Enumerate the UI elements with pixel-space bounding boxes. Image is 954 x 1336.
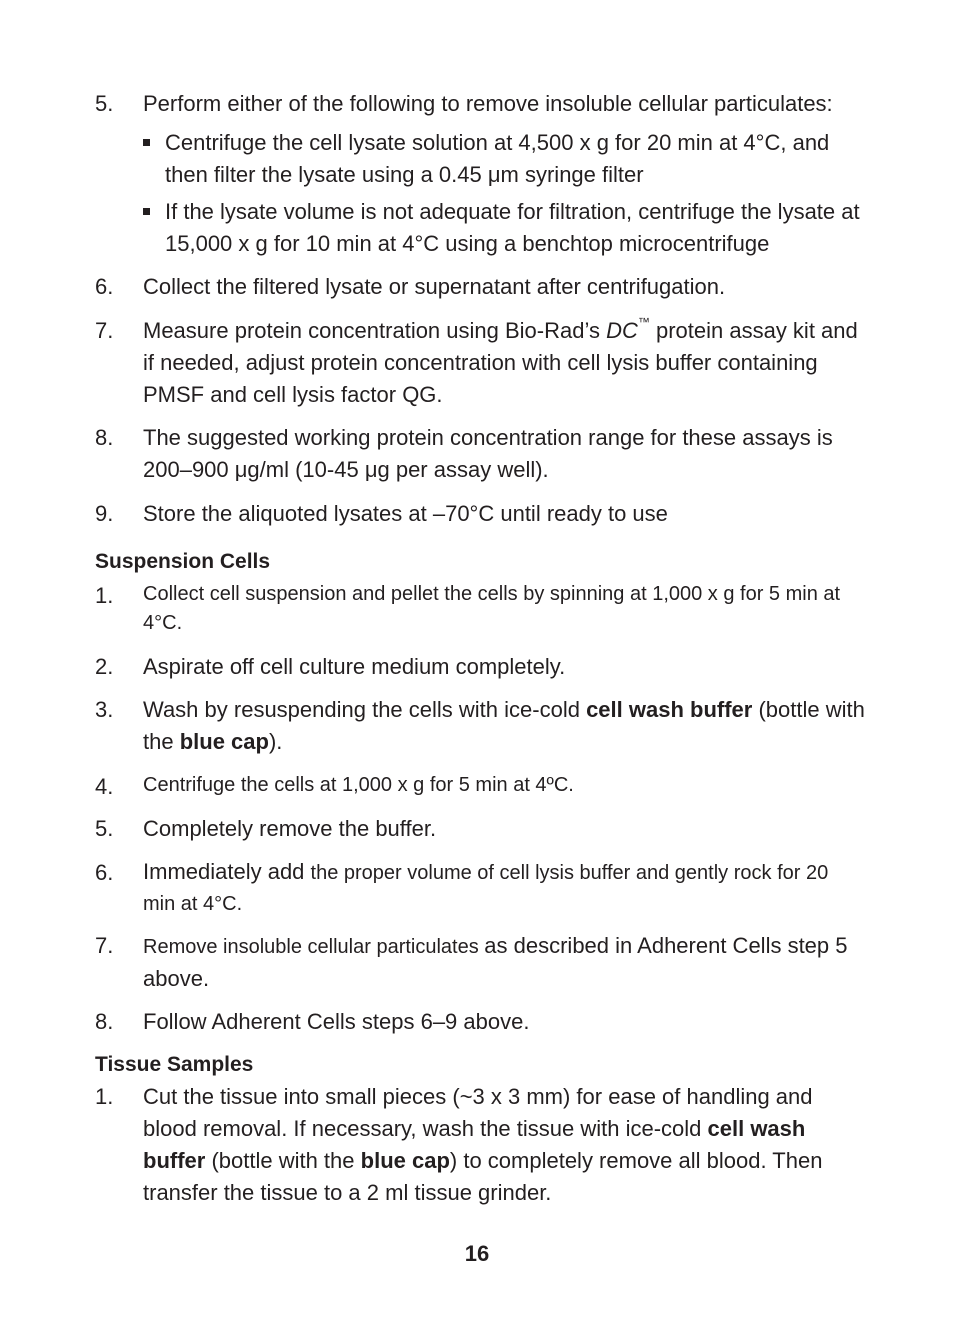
adherent-step-5-bullet-1 [143, 127, 863, 191]
text-segment: as described in Adherent Cells step 5 above. [143, 933, 848, 991]
step-text: Store the aliquoted lysates at –70°C until ready to use [143, 501, 668, 526]
adherent-step-5-bullet-2 [143, 196, 863, 260]
step-text [143, 315, 865, 411]
step-text: Perform either of the following to remove insoluble cellular particulates: [143, 91, 833, 116]
step-text: Centrifuge the cells at 1,000 x g for 5 min at 4ºC. [143, 774, 574, 796]
suspension-step-8 [95, 1006, 865, 1038]
step-number: 7. [95, 318, 114, 343]
step-number: 1. [95, 583, 114, 608]
suspension-step-6 [95, 857, 865, 919]
step-text: Aspirate off cell culture medium completely. [143, 654, 566, 679]
step-text: Follow Adherent Cells steps 6–9 above. [143, 1009, 530, 1034]
text-segment: Immediately add [143, 859, 311, 884]
step-text: Completely remove the buffer. [143, 816, 437, 841]
adherent-step-9 [95, 498, 865, 530]
step-text: The suggested working protein concentration range for these assays is 200–900 μg/ml (10-45 μg per assay well). [143, 425, 833, 482]
text-segment: Wash by resuspending the cells with ice-cold [143, 697, 587, 722]
bullet-square-icon [143, 139, 150, 146]
suspension-step-1 [95, 580, 865, 638]
step-number: 6. [95, 860, 114, 885]
text-segment: ). [268, 729, 283, 754]
step-text: Collect the filtered lysate or supernatant after centrifugation. [143, 274, 726, 299]
step-number: 1. [95, 1084, 114, 1109]
suspension-step-3 [95, 694, 865, 758]
adherent-step-6 [95, 271, 865, 303]
step-text [143, 694, 865, 758]
section-heading-tissue-samples: Tissue Samples [95, 1053, 254, 1076]
suspension-step-7 [95, 930, 865, 995]
bold-blue-cap: blue cap [360, 1148, 450, 1173]
step-number: 6. [95, 274, 114, 299]
step-number: 3. [95, 697, 114, 722]
text-segment: Measure protein concentration using Bio-Rad’s [143, 318, 607, 343]
step-text [143, 857, 865, 919]
step-text [143, 1081, 865, 1209]
dc-italic: DC [606, 318, 638, 343]
text-segment: (bottle with the [205, 1148, 361, 1173]
step-number: 8. [95, 425, 114, 450]
step-number: 5. [95, 91, 114, 116]
bold-cell-wash-buffer: cell wash buffer [143, 1116, 806, 1173]
suspension-step-5 [95, 813, 865, 845]
suspension-step-2 [95, 651, 865, 683]
trademark-symbol: ™ [637, 315, 650, 329]
adherent-step-8 [95, 422, 865, 486]
step-number: 2. [95, 654, 114, 679]
bullet-text: Centrifuge the cell lysate solution at 4,500 x g for 20 min at 4°C, and then filter the lysate using a 0.45 μm syringe filter [165, 130, 830, 187]
page-number: 16 [464, 1241, 490, 1266]
step-text [143, 930, 865, 995]
text-segment: Remove insoluble cellular particulates [143, 936, 485, 958]
bold-cell-wash-buffer: cell wash buffer [586, 697, 753, 722]
step-number: 5. [95, 816, 114, 841]
tissue-step-1 [95, 1081, 865, 1209]
step-number: 9. [95, 501, 114, 526]
text-segment: ) to completely remove all blood. Then transfer the tissue to a 2 ml tissue grinder. [143, 1148, 823, 1205]
step-number: 8. [95, 1009, 114, 1034]
text-segment: protein assay kit and if needed, adjust protein concentration with cell lysis buffer containing PMSF and cell lysis factor QG. [143, 318, 858, 407]
bold-blue-cap: blue cap [179, 729, 269, 754]
suspension-step-4 [95, 771, 865, 800]
section-heading-suspension-cells: Suspension Cells [95, 550, 271, 573]
bullet-text: If the lysate volume is not adequate for filtration, centrifuge the lysate at 15,000 x g for 10 min at 4°C using a benchtop microcentrifuge [165, 199, 860, 256]
text-segment: (bottle with the [143, 697, 865, 754]
step-text: Collect cell suspension and pellet the cells by spinning at 1,000 x g for 5 min at 4°C. [143, 583, 841, 634]
bullet-square-icon [143, 208, 150, 215]
adherent-step-7 [95, 315, 865, 411]
text-segment: Cut the tissue into small pieces (~3 x 3 mm) for ease of handling and blood removal. If necessary, wash the tissue with ice-cold [143, 1084, 813, 1141]
adherent-step-5 [95, 88, 865, 120]
text-segment: the proper volume of cell lysis buffer and gently rock for 20 min at 4°C. [143, 862, 829, 915]
step-number: 7. [95, 933, 114, 958]
step-number: 4. [95, 774, 114, 799]
